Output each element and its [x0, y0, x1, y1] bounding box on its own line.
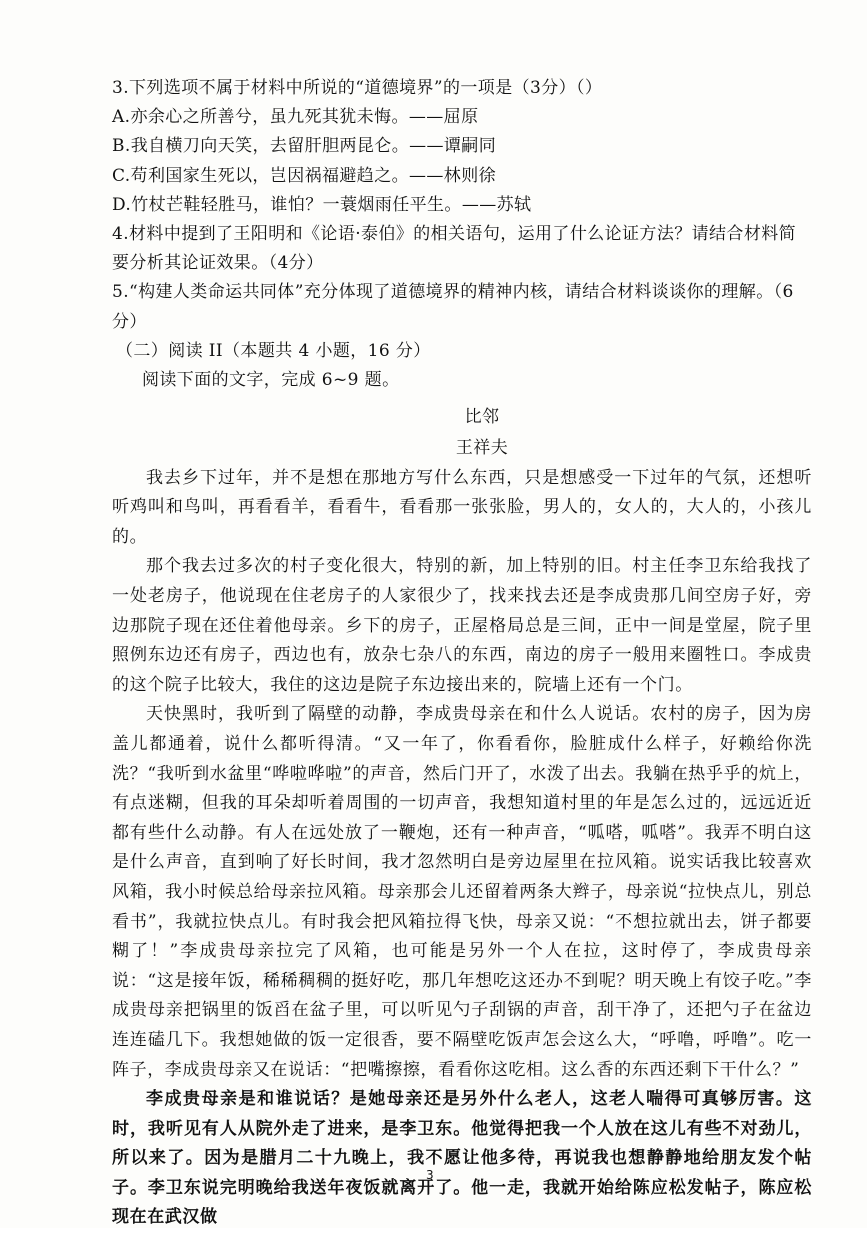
paragraph-3: 天快黑时，我听到了隔壁的动静，李成贵母亲在和什么人说话。农村的房子，因为房盖儿都通着，说什么都听得清。“又一年了，你看看你，脸脏成什么样子，好赖给你洗洗？“我听到水盆里“哗啦哗啦”的声音，然后门开了，水泼了出去。我躺在热乎乎的炕上，有点迷糊，但我的耳朵却听着周围的一切声音，我想知道村里的年是怎么过的，远远近近都有些什么动静。有人在远处放了一鞭炮，还有一种声音，“呱嗒，呱嗒”。我弄不明白这是什么声音，直到响了好长时间，我才忽然明白是旁边屋里在拉风箱。说实话我比较喜欢风箱，我小时候总给母亲拉风箱。母亲那会儿还留着两条大辫子，母亲说“拉快点儿，别总看书”，我就拉快点儿。有时我会把风箱拉得飞快，母亲又说：“不想拉就出去，饼子都要糊了！”李成贵母亲拉完了风箱，也可能是另外一个人在拉，这时停了，李成贵母亲说：“这是接年饭，稀稀稠稠的挺好吃，那几年想吃这还办不到呢？明天晚上有饺子吃。”李成贵母亲把锅里的饭舀在盆子里，可以听见勺子刮锅的声音，刮干净了，还把勺子在盆边连连磕几下。我想她做的饭一定很香，要不隔壁吃饭声怎会这么大，“呼噜，呼噜”。吃一阵子，李成贵母亲又在说话：“把嘴擦擦，看看你这吃相。这么香的东西还剩下干什么？”	[112, 704, 812, 1080]
page-content	[112, 74, 812, 1233]
paragraph-2: 那个我去过多次的村子变化很大，特别的新，加上特别的旧。村主任李卫东给我找了一处老房子，他说现在住老房子的人家很少了，找来找去还是李成贵那几间空房子好，旁边那院子现在还住着他母亲。乡下的房子，正屋格局总是三间，正中一间是堂屋，院子里照例东边还有房子，西边也有，放杂七杂八的东西，南边的房子一般用来圈牲口。李成贵的这个院子比较大，我住的这边是院子东边接出来的，院墙上还有一个门。	[112, 556, 812, 695]
question-4-line-1: 4.材料中提到了王阳明和《论语·泰伯》的相关语句，运用了什么论证方法？请结合材料简	[112, 224, 797, 245]
section-heading: （二）阅读 II（本题共 4 小题，16 分）	[116, 340, 431, 361]
section-instruction: 阅读下面的文字，完成 6~9 题。	[142, 370, 400, 391]
article-body	[112, 464, 812, 1233]
option-c: C.苟利国家生死以，岂因祸福避趋之。——林则徐	[112, 165, 497, 186]
question-3: 3.下列选项不属于材料中所说的“道德境界”的一项是（3分）（）	[112, 78, 603, 98]
article-title: 比邻	[464, 407, 500, 428]
paragraph-1: 我去乡下过年，并不是想在那地方写什么东西，只是想感受一下过年的气氛，还想听听鸡叫和鸟叫，再看看羊，看看牛，看看那一张张脸，男人的，女人的，大人的，小孩儿的。	[112, 467, 812, 547]
option-b: B.我自横刀向天笑，去留肝胆两昆仑。——谭嗣同	[112, 136, 497, 157]
article-author: 王祥夫	[455, 438, 509, 459]
option-a: A.亦余心之所善兮，虽九死其犹未悔。——屈原	[112, 107, 479, 128]
question-4-line-2: 要分析其论证效果。（4分）	[112, 253, 324, 274]
question-5-line-2: 分）	[112, 311, 147, 332]
option-d: D.竹杖芒鞋轻胜马，谁怕？一蓑烟雨任平生。——苏轼	[112, 194, 532, 215]
paragraph-4: 李成贵母亲是和谁说话？是她母亲还是另外什么老人，这老人喘得可真够厉害。这时，我听见有人从院外走了进来，是李卫东。他觉得把我一个人放在这儿有些不对劲儿，所以来了。因为是腊月二十九晚上，我不愿让他多待，再说我也想静静地给朋友发个帖子。李卫东说完明晚给我送年夜饭就离开了。他一走，我就开始给陈应松发帖子，陈应松现在在武汉做	[112, 1089, 812, 1228]
question-5-line-1: 5.“构建人类命运共同体”充分体现了道德境界的精神内核，请结合材料谈谈你的理解。（6	[112, 282, 794, 303]
page-number: 3	[426, 1168, 434, 1182]
